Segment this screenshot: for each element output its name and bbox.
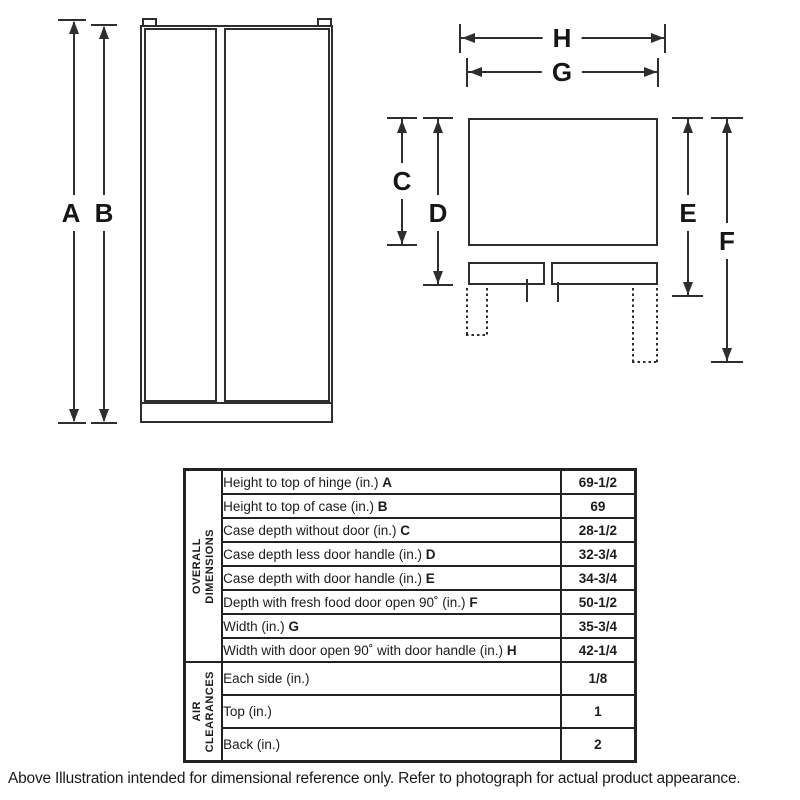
section-header-text: OVERALL bbox=[191, 537, 204, 595]
arrowhead bbox=[69, 21, 79, 34]
dim-label-c: C bbox=[389, 163, 416, 199]
handle-mark bbox=[526, 279, 528, 302]
arrowhead bbox=[644, 67, 657, 77]
dotted-line bbox=[466, 334, 488, 336]
arrowhead bbox=[433, 271, 443, 284]
row-value-cell: 35-3/4 bbox=[561, 614, 636, 638]
row-value-cell: 69-1/2 bbox=[561, 470, 636, 495]
row-label-cell bbox=[222, 518, 561, 542]
row-value-cell: 69 bbox=[561, 494, 636, 518]
row-label-cell bbox=[222, 695, 561, 728]
arrowhead bbox=[651, 33, 664, 43]
dim-label-d: D bbox=[425, 195, 452, 231]
row-label: Case depth less door handle (in.) bbox=[223, 546, 423, 562]
row-key: A bbox=[382, 474, 393, 490]
section-header-text: DIMENSIONS bbox=[204, 528, 217, 604]
row-label-cell bbox=[222, 590, 561, 614]
row-label-cell bbox=[222, 614, 561, 638]
arrowhead bbox=[683, 120, 693, 133]
tick bbox=[672, 295, 703, 297]
row-label-cell bbox=[222, 566, 561, 590]
row-key: C bbox=[400, 522, 411, 538]
table-row bbox=[185, 518, 636, 542]
tick bbox=[91, 422, 117, 424]
row-label: Height to top of hinge (in.) bbox=[223, 474, 379, 490]
table-row bbox=[185, 542, 636, 566]
table-row bbox=[185, 638, 636, 662]
arrowhead bbox=[99, 26, 109, 39]
arrowhead bbox=[722, 120, 732, 133]
table-row bbox=[185, 728, 636, 762]
row-label-cell bbox=[222, 470, 561, 495]
row-label: Height to top of case (in.) bbox=[223, 498, 374, 514]
dimensions-table bbox=[183, 468, 637, 763]
row-value-cell: 32-3/4 bbox=[561, 542, 636, 566]
row-label: Back (in.) bbox=[223, 737, 281, 752]
tick bbox=[58, 422, 86, 424]
row-key: F bbox=[469, 594, 478, 610]
topview-door-left bbox=[468, 262, 545, 285]
dim-label-a: A bbox=[58, 195, 85, 231]
row-value-cell: 42-1/4 bbox=[561, 638, 636, 662]
arrowhead bbox=[397, 231, 407, 244]
row-key: G bbox=[288, 618, 299, 634]
footer-note: Above Illustration intended for dimensional reference only. Refer to photograph for actual product appearance. bbox=[8, 770, 741, 787]
section-header-text: CLEARANCES bbox=[204, 670, 217, 753]
arrowhead bbox=[69, 409, 79, 422]
tick bbox=[711, 361, 743, 363]
kick-plate bbox=[140, 402, 333, 423]
table-row bbox=[185, 470, 636, 495]
tick bbox=[664, 24, 666, 53]
table-row bbox=[185, 494, 636, 518]
handle-mark bbox=[557, 282, 559, 302]
tick bbox=[657, 58, 659, 87]
table-row bbox=[185, 590, 636, 614]
topview-door-right bbox=[551, 262, 658, 285]
dim-label-g: G bbox=[542, 57, 582, 87]
row-value-cell: 1/8 bbox=[561, 662, 636, 695]
section-header-overall-dimensions bbox=[185, 470, 223, 663]
dim-label-e: E bbox=[675, 195, 700, 231]
row-value-cell: 34-3/4 bbox=[561, 566, 636, 590]
arrowhead bbox=[469, 67, 482, 77]
arrowhead bbox=[99, 409, 109, 422]
table-row bbox=[185, 662, 636, 695]
row-key: D bbox=[425, 546, 436, 562]
row-value-cell: 2 bbox=[561, 728, 636, 762]
row-value-cell: 28-1/2 bbox=[561, 518, 636, 542]
arrowhead bbox=[722, 348, 732, 361]
row-label: Case depth without door (in.) bbox=[223, 522, 397, 538]
row-label-cell bbox=[222, 728, 561, 762]
row-label: Case depth with door handle (in.) bbox=[223, 570, 423, 586]
row-label: Depth with fresh food door open 90˚ (in.) bbox=[223, 594, 466, 610]
section-header-air-clearances bbox=[185, 662, 223, 762]
tick bbox=[423, 284, 453, 286]
table-row bbox=[185, 695, 636, 728]
row-label: Width (in.) bbox=[223, 618, 285, 634]
fridge-door-right bbox=[224, 28, 330, 402]
arrowhead bbox=[397, 120, 407, 133]
row-key: H bbox=[506, 642, 517, 658]
row-label: Top (in.) bbox=[223, 704, 272, 719]
dim-label-f: F bbox=[715, 223, 739, 259]
arrowhead bbox=[683, 282, 693, 295]
dotted-line bbox=[632, 361, 658, 363]
topview-case bbox=[468, 118, 658, 246]
dim-label-h: H bbox=[543, 23, 582, 53]
row-label-cell bbox=[222, 542, 561, 566]
row-value-cell: 50-1/2 bbox=[561, 590, 636, 614]
arrowhead bbox=[433, 120, 443, 133]
dim-label-b: B bbox=[91, 195, 118, 231]
arrowhead bbox=[462, 33, 475, 43]
dotted-line bbox=[656, 288, 658, 362]
row-label-cell bbox=[222, 638, 561, 662]
section-header-text: AIR bbox=[191, 701, 204, 722]
row-label-cell bbox=[222, 494, 561, 518]
dotted-line bbox=[466, 288, 468, 336]
row-value-cell: 1 bbox=[561, 695, 636, 728]
row-label: Each side (in.) bbox=[223, 671, 310, 686]
dotted-line bbox=[632, 288, 634, 362]
table-row bbox=[185, 614, 636, 638]
fridge-door-left bbox=[144, 28, 217, 402]
row-key: B bbox=[377, 498, 388, 514]
row-label-cell bbox=[222, 662, 561, 695]
row-label: Width with door open 90˚ with door handle (in.) bbox=[223, 642, 504, 658]
dotted-line bbox=[486, 288, 488, 336]
tick bbox=[387, 244, 417, 246]
table-row bbox=[185, 566, 636, 590]
row-key: E bbox=[425, 570, 435, 586]
